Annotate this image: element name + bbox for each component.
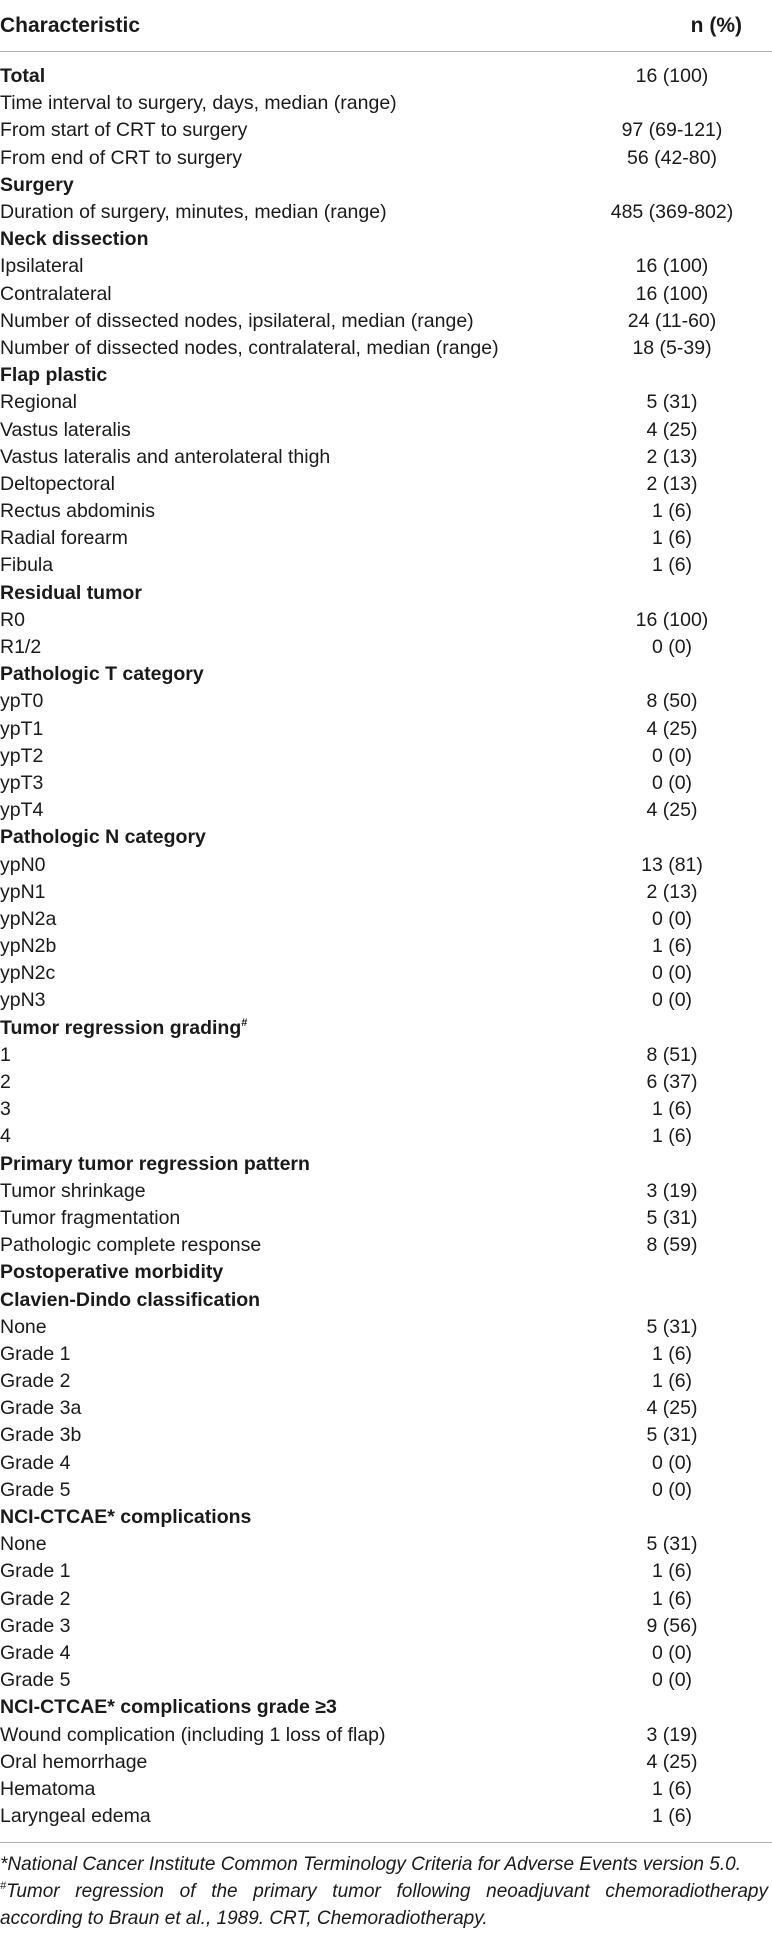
- row-label-text: NCI-CTCAE* complications: [0, 1506, 252, 1529]
- row-label-text: Pathologic N category: [0, 826, 206, 849]
- table-row: [0, 743, 772, 770]
- row-value: 1 (6): [651, 935, 693, 958]
- row-value: 56 (42-80): [627, 146, 717, 169]
- row-value: 0 (0): [651, 962, 693, 985]
- row-label: [0, 580, 142, 607]
- table-row: [0, 1314, 772, 1341]
- row-label-text: ypT1: [0, 717, 44, 740]
- table-row: [0, 117, 772, 144]
- row-value: 5 (31): [646, 1533, 698, 1556]
- row-value: 16 (100): [635, 65, 709, 88]
- row-label: [0, 1096, 11, 1123]
- row-value: 18 (5-39): [632, 336, 712, 359]
- table-row: [0, 308, 772, 335]
- row-value: 0 (0): [651, 1451, 693, 1474]
- row-value: 4 (25): [646, 1397, 698, 1420]
- row-label-text: Neck dissection: [0, 228, 149, 251]
- row-label: [0, 552, 53, 579]
- row-value: 2 (13): [646, 880, 698, 903]
- row-value: 16 (100): [635, 255, 709, 278]
- row-label-text: ypT4: [0, 799, 44, 822]
- row-value: 1 (6): [651, 1125, 693, 1148]
- row-label-text: Postoperative morbidity: [0, 1261, 224, 1284]
- row-label: [0, 716, 43, 743]
- table-row: [0, 444, 772, 471]
- row-label-text: Grade 4: [0, 1451, 71, 1474]
- row-label-text: Grade 3a: [0, 1397, 82, 1420]
- row-label-text: Duration of surgery, minutes, median (range): [0, 201, 387, 224]
- row-label-text: Clavien-Dindo classification: [0, 1288, 261, 1311]
- table-row: [0, 1803, 772, 1830]
- row-label-text: R0: [0, 608, 25, 631]
- section-row: [0, 1259, 772, 1286]
- row-value: 16 (100): [635, 608, 709, 631]
- row-label: [0, 1341, 70, 1368]
- footnote-nci: *National Cancer Institute Common Terminology Criteria for Adverse Events version 5.0.: [0, 1854, 741, 1876]
- footnote-regression: [0, 1878, 768, 1932]
- table-row: [0, 1341, 772, 1368]
- row-label-text: ypN2c: [0, 962, 56, 985]
- row-label-text: Tumor shrinkage: [0, 1179, 146, 1202]
- row-label: [0, 1205, 180, 1232]
- row-label: [0, 1558, 70, 1585]
- row-value: 1 (6): [651, 500, 693, 523]
- section-row: [0, 661, 772, 688]
- row-label: [0, 1151, 310, 1178]
- header-n-percent: n (%): [690, 13, 742, 37]
- row-label: [0, 1069, 11, 1096]
- row-label-text: Grade 5: [0, 1669, 71, 1692]
- row-label: [0, 1803, 151, 1830]
- table-row: [0, 716, 772, 743]
- table-row: [0, 960, 772, 987]
- table-row: [0, 199, 772, 226]
- row-label-text: Laryngeal edema: [0, 1805, 151, 1828]
- row-value: 3 (19): [646, 1179, 698, 1202]
- row-label: [0, 933, 56, 960]
- row-label: [0, 117, 247, 144]
- row-label-text: ypT2: [0, 744, 44, 767]
- table-row: [0, 1558, 772, 1585]
- row-label: [0, 471, 115, 498]
- row-label: [0, 525, 128, 552]
- footnote-regression-text: Tumor regression of the primary tumor following neoadjuvant chemoradiotherapy according to Braun et al., 1989. CRT, Chemoradiotherapy.: [0, 1881, 768, 1930]
- row-label-text: Residual tumor: [0, 581, 142, 604]
- row-label-text: Oral hemorrhage: [0, 1750, 148, 1773]
- row-value: 3 (19): [646, 1723, 698, 1746]
- row-value: 9 (56): [646, 1614, 698, 1637]
- table-row: [0, 1721, 772, 1748]
- row-label: [0, 987, 46, 1014]
- table-row: [0, 1586, 772, 1613]
- table-row: [0, 1232, 772, 1259]
- row-label-text: ypT3: [0, 771, 44, 794]
- row-label-text: ypT0: [0, 690, 44, 713]
- row-value: 0 (0): [651, 636, 693, 659]
- row-value: 8 (51): [646, 1043, 698, 1066]
- row-value: 2 (13): [646, 472, 698, 495]
- row-label: [0, 1694, 337, 1721]
- row-label: [0, 1314, 47, 1341]
- row-label-text: None: [0, 1533, 47, 1556]
- row-value: 1 (6): [651, 1560, 693, 1583]
- table-row: [0, 552, 772, 579]
- row-label: [0, 1722, 386, 1749]
- table-row: [0, 525, 772, 552]
- row-value: 5 (31): [646, 1424, 698, 1447]
- row-label: [0, 1422, 81, 1449]
- row-label-text: Primary tumor regression pattern: [0, 1152, 310, 1175]
- row-value: 8 (50): [646, 690, 698, 713]
- row-label: [0, 1586, 70, 1613]
- section-row: [0, 226, 772, 253]
- row-label-text: Fibula: [0, 554, 54, 577]
- row-label-text: Radial forearm: [0, 527, 128, 550]
- row-value: 0 (0): [651, 771, 693, 794]
- row-label-text: Pathologic complete response: [0, 1234, 262, 1257]
- table-row: [0, 281, 772, 308]
- row-label: [0, 1450, 70, 1477]
- row-value: 1 (6): [651, 1587, 693, 1610]
- row-value: 8 (59): [646, 1234, 698, 1257]
- row-label-text: 2: [0, 1071, 11, 1094]
- row-label: [0, 1042, 11, 1069]
- row-label: [0, 281, 112, 308]
- table-row: [0, 987, 772, 1014]
- table-row: [0, 607, 772, 634]
- row-label-text: Grade 2: [0, 1370, 71, 1393]
- table-row: [0, 1640, 772, 1667]
- row-value: 1 (6): [651, 1805, 693, 1828]
- table-row: [0, 90, 772, 117]
- row-value: 0 (0): [651, 907, 693, 930]
- section-row: [0, 1694, 772, 1721]
- table-body: [0, 52, 772, 1830]
- row-label: [0, 1613, 70, 1640]
- row-label-text: Grade 1: [0, 1342, 71, 1365]
- row-label-text: Tumor fragmentation: [0, 1206, 181, 1229]
- row-label: [0, 1477, 70, 1504]
- row-label-text: Total: [0, 65, 46, 88]
- row-label-text: Grade 5: [0, 1478, 71, 1501]
- row-value: 97 (69-121): [621, 119, 723, 142]
- row-value: 1 (6): [651, 1098, 693, 1121]
- row-label-text: NCI-CTCAE* complications grade ≥3: [0, 1696, 337, 1719]
- row-value: 4 (25): [646, 717, 698, 740]
- table-row: [0, 1613, 772, 1640]
- row-label-text: ypN2a: [0, 907, 57, 930]
- row-label: [0, 906, 56, 933]
- row-label: [0, 1395, 81, 1422]
- row-label-text: Grade 3b: [0, 1424, 82, 1447]
- table-row: [0, 498, 772, 525]
- row-label: [0, 389, 77, 416]
- row-label: [0, 498, 155, 525]
- row-label: [0, 852, 46, 879]
- row-value: 1 (6): [651, 1342, 693, 1365]
- row-label: [0, 960, 55, 987]
- row-label: [0, 1368, 70, 1395]
- row-label-text: Tumor regression grading: [0, 1016, 242, 1039]
- row-label-text: Ipsilateral: [0, 255, 84, 278]
- row-label: [0, 1667, 70, 1694]
- row-label-text: ypN2b: [0, 935, 57, 958]
- row-value: 4 (25): [646, 1750, 698, 1773]
- row-value: 13 (81): [641, 853, 703, 876]
- row-label-text: Deltopectoral: [0, 472, 115, 495]
- table-row: [0, 770, 772, 797]
- row-label-text: Grade 1: [0, 1560, 71, 1583]
- row-value: 5 (31): [646, 1206, 698, 1229]
- row-value: 485 (369-802): [610, 201, 734, 224]
- row-label: [0, 226, 148, 253]
- section-row: [0, 824, 772, 851]
- row-value: 0 (0): [651, 1641, 693, 1664]
- row-value: 1 (6): [651, 1370, 693, 1393]
- row-label-text: Surgery: [0, 173, 74, 196]
- row-value: 0 (0): [651, 989, 693, 1012]
- row-label-text: From end of CRT to surgery: [0, 146, 243, 169]
- row-label-text: None: [0, 1315, 47, 1338]
- table-row: [0, 1477, 772, 1504]
- section-row: [0, 172, 772, 199]
- table-row: [0, 1368, 772, 1395]
- row-label-text: Number of dissected nodes, contralateral, median (range): [0, 336, 499, 359]
- table-row: [0, 1749, 772, 1776]
- table-footnotes: [0, 1843, 772, 1932]
- table-row: [0, 1667, 772, 1694]
- row-label-text: Contralateral: [0, 282, 112, 305]
- row-label: [0, 90, 397, 117]
- header-characteristic: Characteristic: [0, 13, 141, 37]
- row-label: [0, 172, 74, 199]
- row-label: [0, 63, 45, 90]
- table-row: [0, 145, 772, 172]
- table-row: [0, 1450, 772, 1477]
- row-label: [0, 1123, 11, 1150]
- row-label-text: ypN3: [0, 989, 46, 1012]
- row-value: 0 (0): [651, 1669, 693, 1692]
- row-label: [0, 1749, 147, 1776]
- table-row: [0, 634, 772, 661]
- row-label: [0, 1776, 95, 1803]
- table-row: [0, 797, 772, 824]
- table-row: [0, 1042, 772, 1069]
- row-value: 6 (37): [646, 1071, 698, 1094]
- table-row: [0, 933, 772, 960]
- row-value: 0 (0): [651, 744, 693, 767]
- section-row: [0, 63, 772, 90]
- row-label-text: From start of CRT to surgery: [0, 119, 248, 142]
- row-label-text: Grade 2: [0, 1587, 71, 1610]
- row-label: [0, 1531, 47, 1558]
- table-row: [0, 1422, 772, 1449]
- table-row: [0, 1178, 772, 1205]
- row-label-text: ypN0: [0, 853, 46, 876]
- row-label: [0, 362, 107, 389]
- row-label-text: Pathologic T category: [0, 663, 204, 686]
- row-label-text: Time interval to surgery, days, median (range): [0, 92, 397, 115]
- row-value: 0 (0): [651, 1478, 693, 1501]
- row-label-text: Grade 3: [0, 1614, 71, 1637]
- table-row: [0, 253, 772, 280]
- table-header: [0, 0, 772, 52]
- row-label: [0, 824, 206, 851]
- row-label: [0, 607, 25, 634]
- table-row: [0, 389, 772, 416]
- row-label: [0, 661, 204, 688]
- row-value: 2 (13): [646, 445, 698, 468]
- row-label: [0, 308, 474, 335]
- row-label-text: 3: [0, 1098, 11, 1121]
- row-label: [0, 335, 499, 362]
- row-value: 1 (6): [651, 527, 693, 550]
- row-label: [0, 879, 46, 906]
- row-value: 4 (25): [646, 418, 698, 441]
- row-label-text: 1: [0, 1043, 11, 1066]
- table-row: [0, 416, 772, 443]
- row-label: [0, 417, 131, 444]
- row-label: [0, 253, 83, 280]
- row-label-text: Grade 4: [0, 1641, 71, 1664]
- table-row: [0, 335, 772, 362]
- footnote-hash-mark: #: [0, 1880, 7, 1893]
- row-value: 1 (6): [651, 1777, 693, 1800]
- row-label: [0, 444, 330, 471]
- table-row: [0, 1531, 772, 1558]
- section-row: [0, 362, 772, 389]
- row-label: [0, 770, 43, 797]
- row-label-text: Rectus abdominis: [0, 500, 155, 523]
- row-label: [0, 1287, 260, 1314]
- row-label: [0, 743, 43, 770]
- row-label: [0, 1259, 223, 1286]
- table-row: [0, 1096, 772, 1123]
- row-label-text: R1/2: [0, 636, 42, 659]
- table-row: [0, 879, 772, 906]
- table-row: [0, 1205, 772, 1232]
- row-label: [0, 634, 41, 661]
- row-label: [0, 1504, 251, 1531]
- row-value: 1 (6): [651, 554, 693, 577]
- table-row: [0, 688, 772, 715]
- row-label-text: Hematoma: [0, 1777, 96, 1800]
- table-row: [0, 1123, 772, 1150]
- table-row: [0, 851, 772, 878]
- table-row: [0, 1069, 772, 1096]
- row-label-text: Vastus lateralis: [0, 418, 131, 441]
- row-label: [0, 1232, 261, 1259]
- row-label: [0, 1015, 247, 1042]
- section-row: [0, 1015, 772, 1042]
- row-label: [0, 797, 43, 824]
- row-label-superscript: #: [241, 1016, 248, 1029]
- row-label-text: Flap plastic: [0, 364, 108, 387]
- row-value: 4 (25): [646, 799, 698, 822]
- row-label-text: Number of dissected nodes, ipsilateral, median (range): [0, 309, 474, 332]
- row-label-text: Wound complication (including 1 loss of flap): [0, 1723, 386, 1746]
- section-row: [0, 1286, 772, 1313]
- row-value: 5 (31): [646, 391, 698, 414]
- row-label: [0, 145, 242, 172]
- row-label-text: ypN1: [0, 880, 46, 903]
- row-label-text: Vastus lateralis and anterolateral thigh: [0, 445, 331, 468]
- row-value: 5 (31): [646, 1315, 698, 1338]
- row-value: 16 (100): [635, 282, 709, 305]
- row-label: [0, 1640, 70, 1667]
- section-row: [0, 580, 772, 607]
- table-row: [0, 906, 772, 933]
- table-row: [0, 1395, 772, 1422]
- row-label: [0, 688, 43, 715]
- row-label: [0, 199, 387, 226]
- section-row: [0, 1151, 772, 1178]
- row-label: [0, 1178, 146, 1205]
- section-row: [0, 1504, 772, 1531]
- row-value: 24 (11-60): [627, 309, 717, 332]
- row-label-text: 4: [0, 1125, 11, 1148]
- table-row: [0, 1776, 772, 1803]
- table-row: [0, 471, 772, 498]
- row-label-text: Regional: [0, 391, 77, 414]
